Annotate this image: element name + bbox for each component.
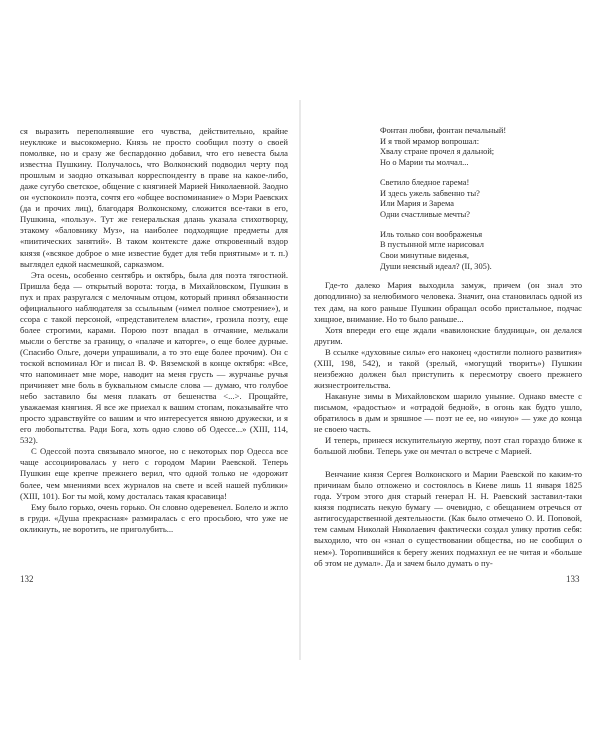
- poem-line: Но о Марии ты молчал...: [380, 158, 469, 168]
- poem-line: В пустынной мгле нарисовал: [380, 240, 484, 250]
- right-paragraph-4: Накануне зимы в Михайловском шарило уныние. Однако вместе с письмом, «радостью» и «отрадой бедной», в огонь как будто ушло, обратилось в дым и зряшное — поэт не ее, но «иную» — уже до конца не своею часть.: [314, 390, 582, 435]
- right-paragraph-3: В ссылке «духовные силы» его наконец «достигли полного развития» (XIII, 198, 542), и такой (зрелый, «могущий творить») Пушкин неизбежно должен был приступить к пересмотру своего прежнего жизнестроительства.: [314, 346, 582, 390]
- right-paragraph-2: Хотя впереди его еще ждали «вавилонские блудницы», он делался другим.: [314, 324, 582, 346]
- poem-line: Одни счастливые мечты?: [380, 209, 470, 219]
- poem-stanza-1: [380, 126, 582, 169]
- section-break: [314, 457, 582, 469]
- poem-line: И здесь ужель забвенно ты?: [380, 188, 480, 198]
- book-gutter: [299, 100, 301, 660]
- poem-line: Светило бледное гарема!: [380, 177, 470, 187]
- poem-line: Иль только сон воображенья: [380, 229, 483, 239]
- poem-line: Или Мария и Зарема: [380, 199, 454, 209]
- right-paragraph-5: И теперь, принеся искупительную жертву, поэт стал гораздо ближе к большой любви. Теперь уже он мечтал о встрече с Марией.: [314, 435, 582, 457]
- page-number-left: 132: [20, 574, 34, 584]
- left-paragraph-2: Эта осень, особенно сентябрь и октябрь, была для поэта тягостной. Пришла беда — открытый ворота: тогда, в Михайловском, Пушкин в пух и прах разругался с мелочным отцом, который принял обязанности официального наблюдателя за ссыльным («имел полное смотрение»), и ссора с такой персоной, «представителем власти», грозила поэту, еще более строгими, карами. Порою поэт впадал в отчаяние, мелькали мысли о бегстве за границу, о «палаче и каторге», о еще более дурные. (Спасибо Ольге, дочери упрашивали, а то это еще более прочим). Он с тоской вспоминал Юг и писал В. Ф. Вяземской в конце октября: «Все, что напоминает мне море, наводит на меня грусть — журчанье ручья причиняет мне боль в буквальном смысле слова — думаю, что голубое небо заставило бы меня плакать от бешенства <...>. Прощайте, уважаемая княгиня. Я все же приехал к вашим стопам, показывайте что просто здравствуйте со вашим и что интересуется явною дружески, и я его любопытства. Ради Бога, хоть одно слово об Одессе...» (XIII, 114, 532).: [20, 269, 288, 446]
- poem-stanza-2: [380, 178, 582, 221]
- poem: [380, 126, 582, 272]
- right-page: [314, 126, 582, 569]
- poem-line: И я твой мрамор вопрошал:: [380, 136, 480, 146]
- right-paragraph-6: Венчание князя Сергея Волконского и Марии Раевской по каким-то причинам было отложено и состоялось в Киеве лишь 11 января 1825 года. Утром этого дня старый генерал Н. Н. Раевский заставил-таки князя подписать некую бумагу — очевидно, с обещанием отречься от антигосударственной деятельности. (Как было отмечено О. И. Поповой, тем самым Николай Николаевич фактически создал улику против себя: выходило, что он «знал о существовании общества, но не сообщил о нем»). Торопившийся к берегу жених подмахнул ее не читая и «больше об этом не думал». Да и зачем было думать о пу-: [314, 469, 582, 568]
- left-paragraph-1: ся выразить переполнявшие его чувства, действительно, крайне неуклюже и высокомерно. Князь не просто сообщил поэту о своей помолвке, но и сразу же беспардонно добавил, что его невеста была известна Пушкину. Получалось, что Волконский подводил черту под прошлым и заодно отказывал корреспонденту в праве на какое-либо, даже сугубо светское, общение с княгиней Марией Николаевной. Заодно он «успокоил» поэта, сочтя его «общее воспоминание» о Мэри Раевских (да и прочих лиц), благодаря Волконскому, сложится все-таки в его, Пушкина, «пользу». Тут же генеральская длань указала стихотворцу, этакому «баловнику Муз», на наиболее подходящие предметы для «пиитических занятий». В таком контексте даже откровенный вздор князя («всякое доброе о мне известие будет для тебя приятным» и т. п.) выглядел едкой насмешкой, сарказмом.: [20, 126, 288, 269]
- left-page: [20, 126, 288, 535]
- right-paragraph-1: Где-то далеко Мария выходила замуж, причем (он знал это доподлинно) за нелюбимого человека. Значит, она становилась одной из тех дам, на кого раньше Пушкин обращал особо пристальное, подчас хищное, внимание. Но то было раньше...: [314, 280, 582, 324]
- poem-line: Свои минутные виденья,: [380, 251, 469, 261]
- left-paragraph-3: С Одессой поэта связывало многое, но с некоторых пор Одесса все чаще ассоциировалась у него с городом Марии Раевской. Теперь Пушкин еще крепче прежнего верил, что одной только не «дорожит более, чем мнениями всех журналов на свете и всей нашей публики» (XIII, 101). Бог ты мой, кому досталась такая красавица!: [20, 446, 288, 501]
- poem-line: Хвалу стране прочел я дальной;: [380, 147, 495, 157]
- poem-stanza-3: [380, 230, 582, 273]
- poem-line: Души неясный идеал? (II, 305).: [380, 261, 492, 271]
- left-paragraph-4: Ему было горько, очень горько. Он словно одеревенел. Болело и жгло в груди. «Душа прекрасная» размиралась с его просьбою, что уже не окликнуть, не воротить, не приголубить...: [20, 501, 288, 534]
- poem-line: Фонтан любви, фонтан печальный!: [380, 126, 507, 135]
- page-number-right: 133: [566, 574, 580, 584]
